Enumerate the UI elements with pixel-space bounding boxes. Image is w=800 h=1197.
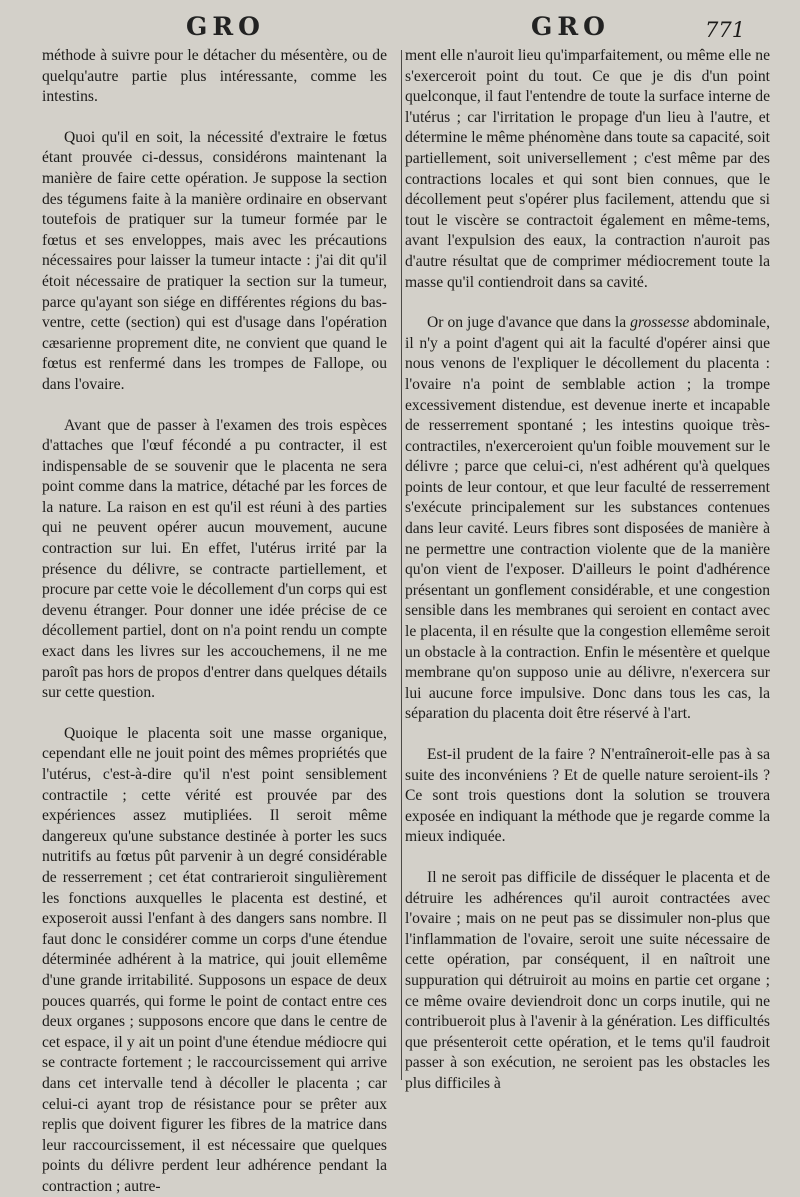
page-number: 771 — [705, 18, 746, 42]
italic-term: grossesse — [630, 314, 690, 332]
column-divider — [401, 50, 402, 1080]
paragraph: Est-il prudent de la faire ? N'entraîneroit-elle pas à sa suite des inconvéniens ? Et de quelle nature seroient-ils ? Ce sont trois questions dont la solution se trouvera exposée en indiquant la méthode que je regarde comme la mieux indiquée. — [405, 746, 770, 846]
paragraph: Avant que de passer à l'examen des trois espèces d'attaches que l'œuf fécondé a pu contracter, il est indispensable de se souvenir que le placenta ne sera point comme dans la matrice, détaché par les forces de la nature. La raison en est qu'il est réuni à des parties qui ne peuvent opérer aucun mouvement, aucune contraction sur lui. En effet, l'utérus irrité par la présence du délivre, se contracte partiellement, et procure par cette voie le décollement d'un corps qui est devenu étranger. Pour donner une idée précise de ce décollement partiel, dont on n'a point rendu un compte exact dans les livres sur les accouchemens, il ne me paroît pas hors de propos d'entrer dans quelques détails sur cette question. — [42, 416, 387, 702]
paragraph: méthode à suivre pour le détacher du mésentère, ou de quelqu'autre partie plus intéressante, comme les intestins. — [42, 47, 387, 106]
paragraph: Quoique le placenta soit une masse organique, cependant elle ne jouit point des mêmes propriétés que l'utérus, c'est-à-dire qu'il n'est point sensiblement contractile ; cette vérité est prouvée par des expériences assez mutipliées. Il seroit même dangereux qu'une substance destinée à porter les sucs nutritifs au fœtus pût parvenir à un degré considérable de resserrement ; cet état contrarieroit singulièrement les fonctions auxquelles le placenta est destiné, et exposeroit aussi l'enfant à des dangers sans nombre. Il faut donc le considérer comme un corps d'une étendue déterminée adhérent à la matrice, qui jouit ellemême d'une grande irritabilité. Supposons un espace de deux pouces quarrés, qui forme le point de contact entre ces deux organes ; supposons encore que dans le centre de cet espace, il y ait un point d'une étendue médiocre qui se contracte fortement ; le raccourcissement qui arrive dans cet intervalle tend à décoller le placenta ; car celui-ci ayant trop de résistance pour se prêter aux replis que doivent figurer les fibres de la matrice dans leur raccourcissement, il est nécessaire que quelques points du délivre perdent leur adhérence pendant la contraction ; autre- — [42, 724, 387, 1195]
left-column — [42, 46, 387, 1197]
paragraph: Il ne seroit pas difficile de disséquer le placenta et de détruire les adhérences qu'il auroit contractées avec l'ovaire ; mais on ne peut pas se dissimuler non-plus que l'inflammation de l'ovaire, seroit une suite nécessaire de cette opération, par conséquent, il en naîtroit une suppuration qui détruiroit au moins en partie cet organe ; ce même ovaire deviendroit donc un corps inutile, qui ne contribueroit plus à l'avenir à la génération. Les difficultés que présenteroit cette opération, et le tems qu'il faudroit passer à son exécution, ne seroient pas les obstacles les plus difficiles à — [405, 868, 770, 1092]
paragraph — [405, 313, 770, 725]
running-head-right: GRO — [531, 12, 610, 41]
running-head-left: GRO — [186, 12, 265, 41]
paragraph-text: Or on juge d'avance que dans la — [427, 314, 631, 332]
paragraph: Quoi qu'il en soit, la nécessité d'extraire le fœtus étant prouvée ci-dessus, considérons maintenant la manière de faire cette opération. Je suppose la section des tégumens faite à la manière ordinaire en observant toutefois de pratiquer sur la tumeur formée par le fœtus et ses enveloppes, mais avec les précautions nécessaires pour laisser la tumeur intacte : j'ai dit qu'il étoit nécessaire de pratiquer la section sur la tumeur, parce qu'ayant son siége en différentes régions du bas-ventre, cette (section) qui est d'usage dans l'opération cæsarienne proprement dite, ne convient que quand le fœtus est renfermé dans les trompes de Fallope, ou dans l'ovaire. — [42, 128, 387, 393]
paragraph: ment elle n'auroit lieu qu'imparfaitement, ou même elle ne s'exerceroit point du tout. Ce que je dis d'un point quelconque, il faut l'entendre de toute la surface interne de l'utérus ; car l'irritation le propage d'un lieu à l'autre, et détermine le même phénomène dans toute sa capacité, soit partiellement, soit universellement ; c'est même par des contractions locales et qui sont bien connues, que le décollement peut s'opérer plus facilement, attendu que si tout le viscère se contractoit également en même-tems, avant l'expulsion des eaux, la contraction n'auroit pas d'autre résultat que de comprimer médiocrement toute la masse qu'il contiendroit dans sa cavité. — [405, 47, 771, 291]
paragraph-text: abdominale, il n'y a point d'agent qui ait la faculté d'opérer ainsi que nous venons de l'expliquer le décollement du placenta : l'ovaire n'a point de semblable action ; la trompe excessivement distendue, est devenue inerte et incapable de resserrement spontané ; les intestins quoique très-contractiles, n'exerceroient qu'un foible mouvement sur le délivre ; parce que celui-ci, n'est adhérent qu'à quelques points de leur contour, et que leur faculté de resserrement s'exécute principalement sur les substances contenues dans leur cavité. Leurs fibres sont disposées de manière à ne permettre une contraction violente que de la manière qu'on vient de l'exposer. D'ailleurs le point d'adhérence présentant un gonflement considérable, et une congestion sensible dans les membranes qui seroient en contact avec le placenta, il en résulte que la congestion ellemême seroit un obstacle à la contraction. Enfin le mésentère et quelque membrane qu'on supposo unie au délivre, n'exercera sur lui aucune force impulsive. Donc dans tous les cas, la séparation du placenta doit être réservé à l'art. — [405, 314, 771, 723]
right-column — [405, 46, 770, 1095]
